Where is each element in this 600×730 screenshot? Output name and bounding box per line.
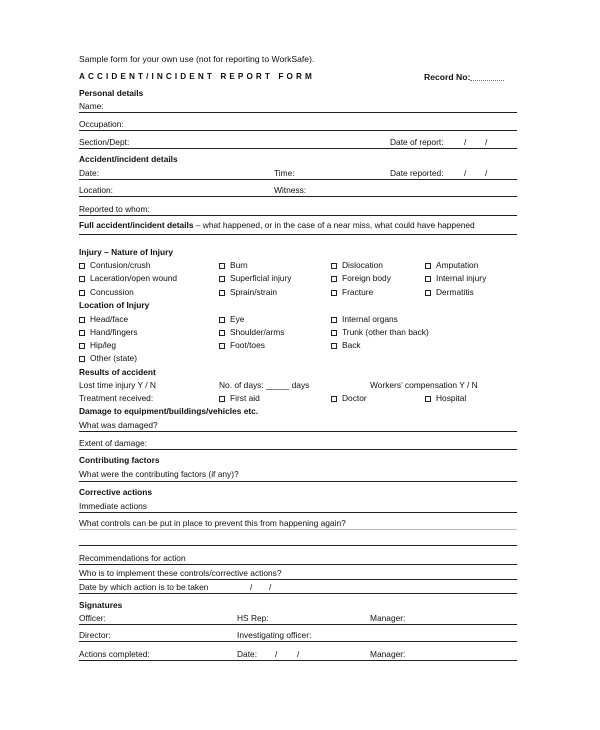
checkbox-icon <box>219 290 225 296</box>
checkbox-option[interactable]: Dislocation <box>331 261 383 269</box>
checkbox-icon <box>79 330 85 336</box>
full-details-text <box>79 221 475 229</box>
date-slash: / <box>250 582 253 592</box>
checkbox-icon <box>331 263 337 269</box>
date-label: Date: <box>237 649 258 659</box>
checkbox-icon <box>79 276 85 282</box>
accident-details-heading: Accident/incident details <box>79 154 178 164</box>
personal-details-heading: Personal details <box>79 88 144 98</box>
what-damaged-label: What was damaged? <box>79 420 158 430</box>
date-slash: / <box>485 137 488 147</box>
form-title: ACCIDENT/INCIDENT REPORT FORM <box>79 72 315 81</box>
checkbox-icon <box>219 343 225 349</box>
results-heading: Results of accident <box>79 367 156 377</box>
checkbox-option[interactable]: Hand/fingers <box>79 328 138 336</box>
controls-line-2[interactable] <box>79 545 517 546</box>
extent-of-damage-label: Extent of damage: <box>79 438 147 448</box>
date-slash: / <box>297 649 300 659</box>
date-slash: / <box>464 168 467 178</box>
checkbox-option[interactable]: Dermatitis <box>425 288 474 296</box>
checkbox-option[interactable]: Sprain/strain <box>219 288 277 296</box>
checkbox-option[interactable]: Shoulder/arms <box>219 328 284 336</box>
checkbox-option[interactable]: Hip/leg <box>79 341 116 349</box>
director-signature-line[interactable] <box>79 641 517 642</box>
corrective-actions-heading: Corrective actions <box>79 487 153 497</box>
checkbox-option[interactable]: Contusion/crush <box>79 261 151 269</box>
checkbox-icon <box>425 290 431 296</box>
full-details-description: – what happened, or in the case of a near miss, what could have happened <box>193 220 475 230</box>
date-of-report-label: Date of report: <box>390 137 444 147</box>
location-of-injury-heading: Location of Injury <box>79 300 150 310</box>
immediate-actions-line[interactable] <box>79 512 517 513</box>
record-number-field[interactable] <box>424 73 504 82</box>
lost-time-injury-label: Lost time injury Y / N <box>79 380 156 390</box>
reported-to-label: Reported to whom: <box>79 204 150 214</box>
checkbox-option[interactable]: Other (state) <box>79 354 137 362</box>
date-slash: / <box>485 168 488 178</box>
date-reported-label: Date reported: <box>390 168 444 178</box>
checkbox-option[interactable]: Burn <box>219 261 248 269</box>
checkbox-icon <box>331 330 337 336</box>
checkbox-icon <box>331 343 337 349</box>
date-by-line[interactable] <box>79 593 517 594</box>
checkbox-option[interactable]: Eye <box>219 315 244 323</box>
checkbox-option[interactable]: Fracture <box>331 288 373 296</box>
checkbox-icon <box>331 317 337 323</box>
checkbox-icon <box>79 356 85 362</box>
occupation-line[interactable] <box>79 130 517 131</box>
location-label: Location: <box>79 185 113 195</box>
checkbox-icon <box>219 330 225 336</box>
actions-completed-line[interactable] <box>79 660 517 661</box>
name-label: Name: <box>79 101 104 111</box>
date-label: Date: <box>79 168 100 178</box>
damage-heading: Damage to equipment/buildings/vehicles etc. <box>79 406 259 416</box>
checkbox-option[interactable]: Internal injury <box>425 274 486 282</box>
checkbox-icon <box>331 396 337 402</box>
checkbox-option[interactable]: Foot/toes <box>219 341 265 349</box>
manager-label: Manager: <box>370 613 406 623</box>
reported-to-line[interactable] <box>79 215 517 216</box>
recommendations-label: Recommendations for action <box>79 553 186 563</box>
officer-label: Officer: <box>79 613 106 623</box>
controls-line[interactable] <box>79 529 517 530</box>
checkbox-option[interactable]: Back <box>331 341 361 349</box>
checkbox-option[interactable]: Doctor <box>331 394 367 402</box>
checkbox-icon <box>219 396 225 402</box>
checkbox-option[interactable]: Superficial injury <box>219 274 291 282</box>
date-slash: / <box>269 582 272 592</box>
checkbox-icon <box>219 317 225 323</box>
form-note: Sample form for your own use (not for reporting to WorkSafe). <box>79 54 315 64</box>
full-details-line[interactable] <box>79 234 517 235</box>
checkbox-icon <box>331 290 337 296</box>
investigating-officer-label: Investigating officer: <box>237 630 312 640</box>
who-implements-line[interactable] <box>79 579 517 580</box>
contributing-factors-heading: Contributing factors <box>79 455 160 465</box>
date-slash: / <box>464 137 467 147</box>
checkbox-icon <box>79 317 85 323</box>
checkbox-icon <box>425 263 431 269</box>
record-number-blank <box>470 73 504 81</box>
manager-label: Manager: <box>370 649 406 659</box>
checkbox-option[interactable]: Trunk (other than back) <box>331 328 429 336</box>
immediate-actions-label: Immediate actions <box>79 501 147 511</box>
full-details-heading: Full accident/incident details <box>79 220 194 230</box>
checkbox-option[interactable]: Internal organs <box>331 315 398 323</box>
section-dept-line[interactable] <box>79 148 517 149</box>
checkbox-option[interactable]: Hospital <box>425 394 466 402</box>
checkbox-icon <box>219 276 225 282</box>
date-by-label: Date by which action is to be taken <box>79 582 209 592</box>
record-number-label: Record No: <box>424 72 471 82</box>
checkbox-icon <box>331 276 337 282</box>
treatment-received-label: Treatment received: <box>79 393 154 403</box>
checkbox-option[interactable]: Laceration/open wound <box>79 274 177 282</box>
checkbox-option[interactable]: First aid <box>219 394 260 402</box>
section-dept-label: Section/Dept: <box>79 137 130 147</box>
checkbox-option[interactable]: Amputation <box>425 261 478 269</box>
date-slash: / <box>275 649 278 659</box>
signatures-heading: Signatures <box>79 600 123 610</box>
checkbox-option[interactable]: Concussion <box>79 288 134 296</box>
director-label: Director: <box>79 630 111 640</box>
checkbox-option[interactable]: Head/face <box>79 315 128 323</box>
number-of-days-label: No. of days: _____ days <box>219 380 310 390</box>
occupation-label: Occupation: <box>79 119 124 129</box>
name-line[interactable] <box>79 112 517 113</box>
officer-signature-line[interactable] <box>79 624 517 625</box>
checkbox-icon <box>79 290 85 296</box>
who-implements-label: Who is to implement these controls/corrective actions? <box>79 568 282 578</box>
witness-label: Witness: <box>274 185 307 195</box>
recommendations-line[interactable] <box>79 564 517 565</box>
checkbox-icon <box>425 276 431 282</box>
time-label: Time: <box>274 168 295 178</box>
hs-rep-label: HS Rep: <box>237 613 269 623</box>
date-time-line[interactable] <box>79 179 517 180</box>
contributing-factors-line[interactable] <box>79 481 517 482</box>
checkbox-icon <box>425 396 431 402</box>
checkbox-icon <box>79 343 85 349</box>
checkbox-icon <box>79 263 85 269</box>
checkbox-option[interactable]: Foreign body <box>331 274 391 282</box>
controls-question: What controls can be put in place to prevent this from happening again? <box>79 518 346 528</box>
workers-compensation-label: Workers’ compensation Y / N <box>370 380 478 390</box>
checkbox-icon <box>219 263 225 269</box>
actions-completed-label: Actions completed: <box>79 649 150 659</box>
nature-of-injury-heading: Injury – Nature of Injury <box>79 247 174 257</box>
location-witness-line[interactable] <box>79 196 517 197</box>
contributing-factors-question: What were the contributing factors (if any)? <box>79 469 239 479</box>
what-damaged-line[interactable] <box>79 431 517 432</box>
extent-of-damage-line[interactable] <box>79 449 517 450</box>
